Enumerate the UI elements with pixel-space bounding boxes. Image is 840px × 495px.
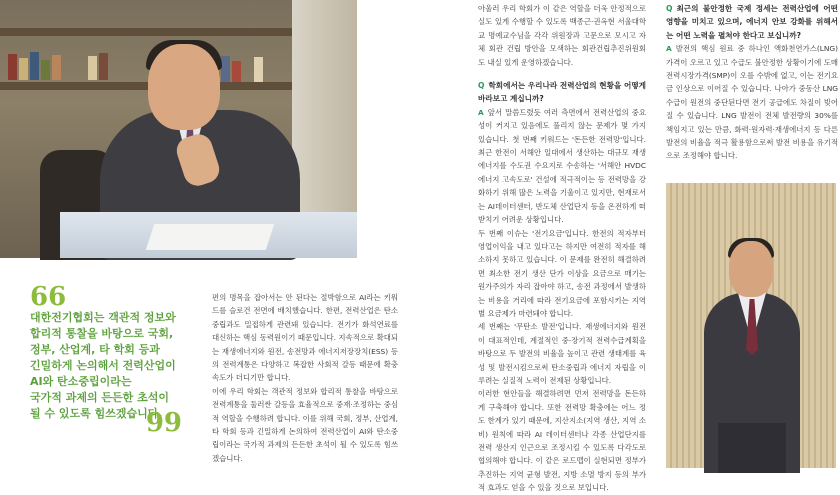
pull-quote-text — [30, 310, 190, 422]
question-text: 학회에서는 우리나라 전력산업의 현황을 어떻게 바라보고 계십니까? — [478, 81, 646, 104]
body-paragraph: 아울러 우리 학회가 이 같은 역할을 더욱 안정적으로 실도 있게 수행할 수 있도록 백종근·권옥현 서울대학교 명예교수님을 각각 위원장과 고문으로 모시고 자체 회관 건립 방안을 모색하는 회관건립추진위원회도 내실 있게 운영하겠습니다. — [478, 4, 646, 67]
answer-text: 발전의 핵심 원료 중 하나인 액화천연가스(LNG) 가격이 오르고 있고 수급도 불안정한 상황이기에 도매전력시장가격(SMP)이 오를 수밖에 없고, 이는 전기요금 인상으로 이어질 수 있습니다. 나아가 중동산 LNG 수급이 원전의 중단된다면 전기 공급에도 차질이 빚어질 수 있습니다. LNG 발전이 전체 발전량의 30%를 책임지고 있는 만큼, 화력·원자력·재생에너지 등 다른 발전의 비율을 적극 활용함으로써 발전 비용을 유기적으로 조정해야 합니다. — [666, 44, 838, 161]
open-quote-mark: 66 — [30, 282, 67, 312]
answer-label: A — [478, 107, 484, 117]
documents-on-desk — [146, 224, 274, 250]
portrait-trousers — [718, 423, 786, 473]
body-column-left — [212, 291, 398, 465]
close-quote-mark: 99 — [145, 408, 182, 438]
body-paragraph: 이에 우리 학회는 객관적 정보와 합리적 통찰을 바탕으로 전력계통을 둘러싼 갈등을 효율적으로 중재·조정하는 중심적 역할을 수행하려 합니다. 이를 위해 국회, 정부, 산업계, 타 학회 등과 긴밀하게 논의하여 전력산업이 AI와 탄소중립이라는 국가적 과제의 든든한 초석이 될 수 있도록 힘쓰겠습니다. — [212, 386, 398, 463]
pull-quote-line: 정부, 산업계, 타 학회 등과 — [30, 343, 160, 356]
question-label: Q — [666, 4, 673, 13]
answer-paragraph: 세 번째는 '무탄소 발전'입니다. 재생에너지와 원전이 대표적인데, 계절적인 중·장기적 전력수급계획을 바탕으로 두 발전의 비율을 높이고 관련 생태계를 육성 및 발전시킴으로써 탄소중립과 에너지 자립을 이루려는 실질적 노력이 전제된 상황입니다. — [478, 322, 646, 385]
answer-paragraph: 이러한 현안들을 해결하려면 먼저 전력망을 돈든하게 구축해야 합니다. 또한 전력망 확충에는 어느 정도 한계가 있기 때문에, 지산지소(지역 생산, 지역 소비) 원칙에 따라 AI 데이터센터나 각종 산업단지를 전력 생산지 인근으로 조정시킬 수 있도록 다각도로 협의해야 합니다. 이 같은 로드맵이 실현되면 정부가 추진하는 지역 균형 발전, 지방 소멸 방지 등의 부가적 효과도 얻을 수 있을 것으로 보입니다. — [478, 389, 646, 493]
body-column-right — [666, 2, 838, 163]
answer-text: 앞서 말씀드렸듯 여러 측면에서 전력산업의 중요성이 커지고 있음에도 풀리지 않는 문제가 몇 가지 있습니다. 첫 번째 키워드는 '돈든한 전력망'입니다. 최근 한전이 서해안 일대에서 생산하는 대규모 재생에너지를 수도권 수요지로 수송하는 '서해안 HVDC 에너지 고속도로' 건설에 적극적이는 등 전력망을 강화하기 위해 많은 노력을 기울이고 있지만, 현재로서는 AI데이터센터, 반도체 산업단지 등을 온전하게 떠받치기 어려운 상황입니다. — [478, 107, 646, 225]
question-label: Q — [478, 81, 485, 91]
pull-quote — [30, 282, 190, 438]
body-column-middle — [478, 2, 646, 495]
pull-quote-line: 대한전기협회는 객관적 정보와 — [30, 311, 176, 324]
pull-quote-line: 될 수 있도록 힘쓰겠습니다. — [30, 407, 163, 420]
interview-photo — [0, 0, 357, 258]
body-paragraph: 편의 명목을 잡아서는 안 된다는 절박함으로 AI라는 키워드를 슬로건 전면에 배치했습니다. 한편, 전력산업은 탄소중립과도 밀접하게 관련돼 있습니다. 전기가 화석연료를 대신하는 핵심 동력원이기 때문입니다. 지속적으로 확대되는 재생에너지와 원전, 송전망과 에너지저장장치(ESS) 등의 전력계통은 다양하고 복잡한 사회적 갈등 때문에 확충 속도가 더디기만 합니다. — [212, 293, 398, 383]
answer-paragraph: 두 번째 이슈는 '전기요금'입니다. 한전의 적자부터 영업이익을 내고 있다고는 하지만 여전히 적자를 해소하지 못하고 있습니다. 이 문제를 완전히 해결하려면 최소한 전기 생산 단가 이상을 요금으로 매기는 원가주의가 자리 잡아야 하고, 송전 과정에서 발생하는 비용을 거리에 따라 전기요금에 포함시키는 지역별 요금제가 마련돼야 합니다. — [478, 228, 646, 318]
person-face — [148, 44, 220, 130]
books-row-right — [210, 52, 290, 82]
books-row — [8, 50, 128, 80]
pull-quote-line: AI와 탄소중립이라는 — [30, 375, 132, 388]
answer-label: A — [666, 44, 672, 54]
pull-quote-line: 합리적 통찰을 바탕으로 국회, — [30, 327, 174, 340]
question-text: 최근의 불안정한 국제 정세는 전력산업에 어떤 영향을 미치고 있으며, 에너지 안보 강화를 위해서는 어떤 노력을 펼쳐야 한다고 보십니까? — [666, 4, 838, 40]
question — [478, 79, 646, 106]
answer-paragraph — [666, 42, 838, 163]
answer-paragraph — [478, 106, 646, 227]
pull-quote-line: 국가적 과제의 든든한 초석이 — [30, 391, 169, 404]
portrait-photo — [666, 183, 836, 468]
portrait-face — [729, 241, 773, 297]
question — [666, 2, 838, 42]
pull-quote-line: 긴밀하게 논의해서 전력산업이 — [30, 359, 176, 372]
